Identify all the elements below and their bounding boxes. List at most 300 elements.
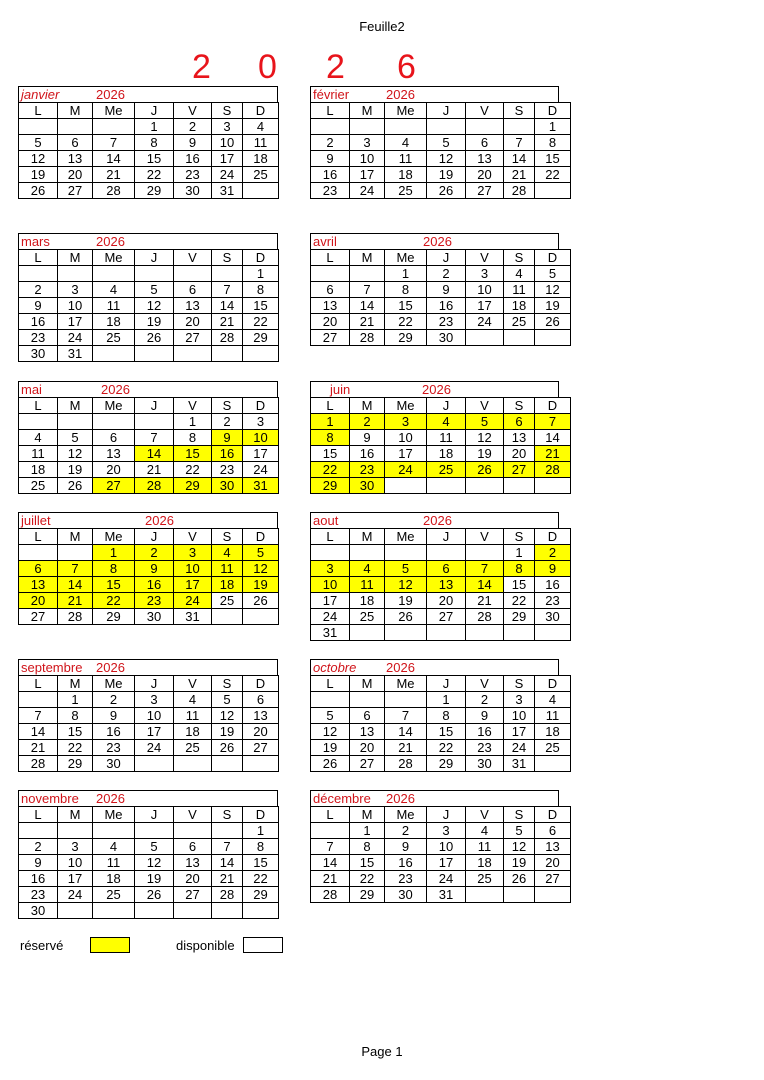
day-cell: 15 [385,298,427,314]
day-cell: 11 [350,577,385,593]
year-digit-2: 0 [258,48,277,86]
month-name: septembre [21,660,83,675]
month-header [18,790,278,806]
day-cell: 18 [243,151,279,167]
day-cell: 30 [350,478,385,494]
day-cell: 12 [504,839,535,855]
weekday-header: L [311,529,350,545]
weekday-header-row [311,676,571,692]
weekday-header: J [135,103,174,119]
day-cell: 23 [93,740,135,756]
weekday-header: V [466,529,504,545]
day-cell: 22 [243,314,279,330]
month-avril [310,233,559,346]
month-table [18,249,279,362]
day-cell: 1 [535,119,571,135]
weekday-header-row [311,250,571,266]
day-cell: 15 [311,446,350,462]
day-cell: 8 [350,839,385,855]
empty-cell [212,346,243,362]
day-cell: 19 [427,167,466,183]
empty-cell [243,756,279,772]
weekday-header: M [350,103,385,119]
week-row [19,724,279,740]
empty-cell [311,823,350,839]
empty-cell [385,119,427,135]
day-cell: 6 [535,823,571,839]
day-cell: 23 [466,740,504,756]
day-cell: 11 [93,298,135,314]
day-cell: 16 [427,298,466,314]
day-cell: 5 [243,545,279,561]
day-cell: 27 [174,887,212,903]
week-row [311,577,571,593]
day-cell: 4 [504,266,535,282]
week-row [19,903,279,919]
day-cell: 4 [212,545,243,561]
day-cell: 21 [350,314,385,330]
empty-cell [93,414,135,430]
day-cell: 31 [243,478,279,494]
month-header [310,659,559,675]
month-header [310,512,559,528]
empty-cell [243,903,279,919]
day-cell: 6 [243,692,279,708]
weekday-header: M [58,103,93,119]
empty-cell [174,823,212,839]
empty-cell [427,119,466,135]
empty-cell [535,183,571,199]
weekday-header: D [243,676,279,692]
day-cell: 1 [350,823,385,839]
day-cell: 21 [212,314,243,330]
day-cell: 17 [174,577,212,593]
day-cell: 20 [350,740,385,756]
day-cell: 9 [212,430,243,446]
day-cell: 27 [19,609,58,625]
day-cell: 2 [535,545,571,561]
day-cell: 25 [243,167,279,183]
empty-cell [212,266,243,282]
day-cell: 6 [93,430,135,446]
month-juillet [18,512,278,625]
day-cell: 21 [135,462,174,478]
empty-cell [174,266,212,282]
day-cell: 7 [212,282,243,298]
day-cell: 2 [212,414,243,430]
week-row [311,183,571,199]
month-name: octobre [313,660,357,675]
day-cell: 8 [311,430,350,446]
day-cell: 29 [350,887,385,903]
day-cell: 14 [19,724,58,740]
day-cell: 1 [311,414,350,430]
week-row [19,266,279,282]
day-cell: 17 [504,724,535,740]
month-year: 2026 [145,513,174,528]
day-cell: 24 [311,609,350,625]
weekday-header: M [58,529,93,545]
day-cell: 25 [19,478,58,494]
day-cell: 17 [58,314,93,330]
day-cell: 8 [535,135,571,151]
day-cell: 25 [212,593,243,609]
day-cell: 28 [135,478,174,494]
week-row [19,871,279,887]
week-row [311,708,571,724]
day-cell: 16 [311,167,350,183]
day-cell: 5 [135,282,174,298]
week-row [311,135,571,151]
day-cell: 6 [350,708,385,724]
weekday-header: S [504,676,535,692]
week-row [311,692,571,708]
weekday-header-row [19,103,279,119]
day-cell: 22 [135,167,174,183]
weekday-header: S [212,250,243,266]
day-cell: 30 [212,478,243,494]
day-cell: 24 [58,330,93,346]
empty-cell [385,692,427,708]
weekday-header: S [212,807,243,823]
legend-reserved-label: réservé [20,938,64,953]
day-cell: 15 [135,151,174,167]
weekday-header: L [19,676,58,692]
empty-cell [58,903,93,919]
day-cell: 22 [311,462,350,478]
empty-cell [311,266,350,282]
empty-cell [350,692,385,708]
day-cell: 10 [58,298,93,314]
day-cell: 9 [19,855,58,871]
empty-cell [350,625,385,641]
month-year: 2026 [96,234,125,249]
day-cell: 4 [93,839,135,855]
week-row [311,625,571,641]
weekday-header: V [174,250,212,266]
day-cell: 27 [93,478,135,494]
day-cell: 25 [93,330,135,346]
day-cell: 11 [93,855,135,871]
week-row [19,462,279,478]
weekday-header: Me [385,807,427,823]
day-cell: 19 [135,314,174,330]
weekday-header: M [350,250,385,266]
day-cell: 18 [174,724,212,740]
day-cell: 9 [93,708,135,724]
day-cell: 25 [466,871,504,887]
weekday-header: Me [93,250,135,266]
weekday-header: V [174,103,212,119]
empty-cell [19,119,58,135]
day-cell: 18 [350,593,385,609]
month-table [18,806,279,919]
weekday-header: M [58,807,93,823]
weekday-header: S [504,103,535,119]
day-cell: 4 [385,135,427,151]
month-novembre [18,790,278,919]
month-year: 2026 [423,234,452,249]
week-row [311,593,571,609]
day-cell: 13 [93,446,135,462]
day-cell: 17 [385,446,427,462]
month-name: avril [313,234,337,249]
weekday-header: D [243,807,279,823]
day-cell: 10 [427,839,466,855]
day-cell: 19 [504,855,535,871]
day-cell: 24 [466,314,504,330]
empty-cell [385,478,427,494]
day-cell: 13 [504,430,535,446]
day-cell: 30 [427,330,466,346]
day-cell: 25 [174,740,212,756]
day-cell: 13 [58,151,93,167]
day-cell: 24 [504,740,535,756]
empty-cell [135,903,174,919]
day-cell: 4 [350,561,385,577]
month-header [310,233,559,249]
day-cell: 27 [427,609,466,625]
weekday-header: L [19,398,58,414]
month-decembre [310,790,559,903]
month-table [18,675,279,772]
weekday-header: D [535,398,571,414]
day-cell: 3 [135,692,174,708]
month-year: 2026 [423,513,452,528]
day-cell: 21 [19,740,58,756]
weekday-header: S [212,676,243,692]
day-cell: 17 [243,446,279,462]
day-cell: 15 [58,724,93,740]
empty-cell [93,823,135,839]
month-header [18,381,278,397]
weekday-header: D [535,529,571,545]
day-cell: 1 [504,545,535,561]
day-cell: 30 [174,183,212,199]
week-row [19,314,279,330]
day-cell: 28 [311,887,350,903]
week-row [19,839,279,855]
empty-cell [135,346,174,362]
weekday-header-row [311,807,571,823]
day-cell: 27 [466,183,504,199]
day-cell: 30 [135,609,174,625]
day-cell: 10 [466,282,504,298]
weekday-header: J [135,807,174,823]
sheet-title: Feuille2 [359,19,405,34]
day-cell: 3 [311,561,350,577]
day-cell: 13 [174,855,212,871]
day-cell: 23 [19,887,58,903]
day-cell: 30 [19,346,58,362]
empty-cell [504,887,535,903]
day-cell: 17 [135,724,174,740]
week-row [311,478,571,494]
day-cell: 6 [174,839,212,855]
day-cell: 2 [311,135,350,151]
empty-cell [212,609,243,625]
day-cell: 15 [174,446,212,462]
day-cell: 10 [311,577,350,593]
empty-cell [135,756,174,772]
day-cell: 29 [311,478,350,494]
month-table [310,806,571,903]
day-cell: 17 [427,855,466,871]
weekday-header: L [19,529,58,545]
day-cell: 7 [311,839,350,855]
week-row [19,330,279,346]
month-header [18,512,278,528]
month-table [310,102,571,199]
day-cell: 14 [504,151,535,167]
week-row [311,151,571,167]
day-cell: 5 [135,839,174,855]
weekday-header: J [427,250,466,266]
day-cell: 26 [135,887,174,903]
year-digit-1: 2 [192,48,211,86]
day-cell: 8 [58,708,93,724]
day-cell: 16 [19,314,58,330]
day-cell: 31 [174,609,212,625]
month-header [310,790,559,806]
empty-cell [311,119,350,135]
day-cell: 14 [466,577,504,593]
day-cell: 20 [427,593,466,609]
week-row [19,478,279,494]
day-cell: 7 [350,282,385,298]
day-cell: 9 [350,430,385,446]
day-cell: 20 [504,446,535,462]
day-cell: 22 [243,871,279,887]
day-cell: 18 [19,462,58,478]
day-cell: 25 [385,183,427,199]
weekday-header-row [311,398,571,414]
day-cell: 11 [427,430,466,446]
day-cell: 1 [58,692,93,708]
day-cell: 3 [243,414,279,430]
day-cell: 27 [535,871,571,887]
day-cell: 24 [243,462,279,478]
empty-cell [174,903,212,919]
week-row [19,692,279,708]
day-cell: 8 [427,708,466,724]
month-table [310,249,571,346]
day-cell: 20 [58,167,93,183]
day-cell: 9 [535,561,571,577]
day-cell: 7 [212,839,243,855]
week-row [19,430,279,446]
week-row [19,183,279,199]
month-mai [18,381,278,494]
weekday-header: D [243,398,279,414]
day-cell: 8 [504,561,535,577]
week-row [311,609,571,625]
day-cell: 25 [93,887,135,903]
week-row [311,823,571,839]
weekday-header: Me [385,676,427,692]
day-cell: 9 [385,839,427,855]
day-cell: 10 [212,135,243,151]
day-cell: 18 [466,855,504,871]
empty-cell [535,887,571,903]
weekday-header: J [135,676,174,692]
week-row [19,446,279,462]
day-cell: 23 [385,871,427,887]
week-row [311,855,571,871]
day-cell: 6 [58,135,93,151]
week-row [311,167,571,183]
week-row [19,298,279,314]
day-cell: 26 [466,462,504,478]
weekday-header: L [311,807,350,823]
day-cell: 19 [311,740,350,756]
day-cell: 10 [350,151,385,167]
weekday-header-row [19,529,279,545]
day-cell: 13 [174,298,212,314]
day-cell: 17 [212,151,243,167]
day-cell: 12 [427,151,466,167]
day-cell: 5 [504,823,535,839]
day-cell: 23 [19,330,58,346]
week-row [311,740,571,756]
day-cell: 31 [212,183,243,199]
day-cell: 10 [135,708,174,724]
empty-cell [466,545,504,561]
day-cell: 19 [243,577,279,593]
weekday-header: J [427,103,466,119]
weekday-header: V [174,529,212,545]
weekday-header: D [243,103,279,119]
empty-cell [212,823,243,839]
weekday-header: S [212,398,243,414]
weekday-header: D [535,676,571,692]
day-cell: 8 [93,561,135,577]
empty-cell [58,119,93,135]
day-cell: 30 [93,756,135,772]
day-cell: 1 [243,823,279,839]
day-cell: 22 [174,462,212,478]
day-cell: 5 [212,692,243,708]
month-name: mars [21,234,50,249]
day-cell: 6 [466,135,504,151]
day-cell: 1 [174,414,212,430]
week-row [311,446,571,462]
week-row [19,545,279,561]
day-cell: 29 [385,330,427,346]
day-cell: 21 [93,167,135,183]
empty-cell [243,183,279,199]
day-cell: 24 [350,183,385,199]
empty-cell [93,119,135,135]
day-cell: 5 [58,430,93,446]
day-cell: 23 [535,593,571,609]
empty-cell [311,692,350,708]
empty-cell [504,625,535,641]
weekday-header: D [535,250,571,266]
day-cell: 14 [212,298,243,314]
week-row [19,823,279,839]
day-cell: 2 [135,545,174,561]
day-cell: 5 [311,708,350,724]
month-janvier [18,86,278,199]
day-cell: 14 [311,855,350,871]
weekday-header: D [535,103,571,119]
empty-cell [350,119,385,135]
day-cell: 25 [350,609,385,625]
day-cell: 15 [243,855,279,871]
month-year: 2026 [386,87,415,102]
month-name: novembre [21,791,79,806]
